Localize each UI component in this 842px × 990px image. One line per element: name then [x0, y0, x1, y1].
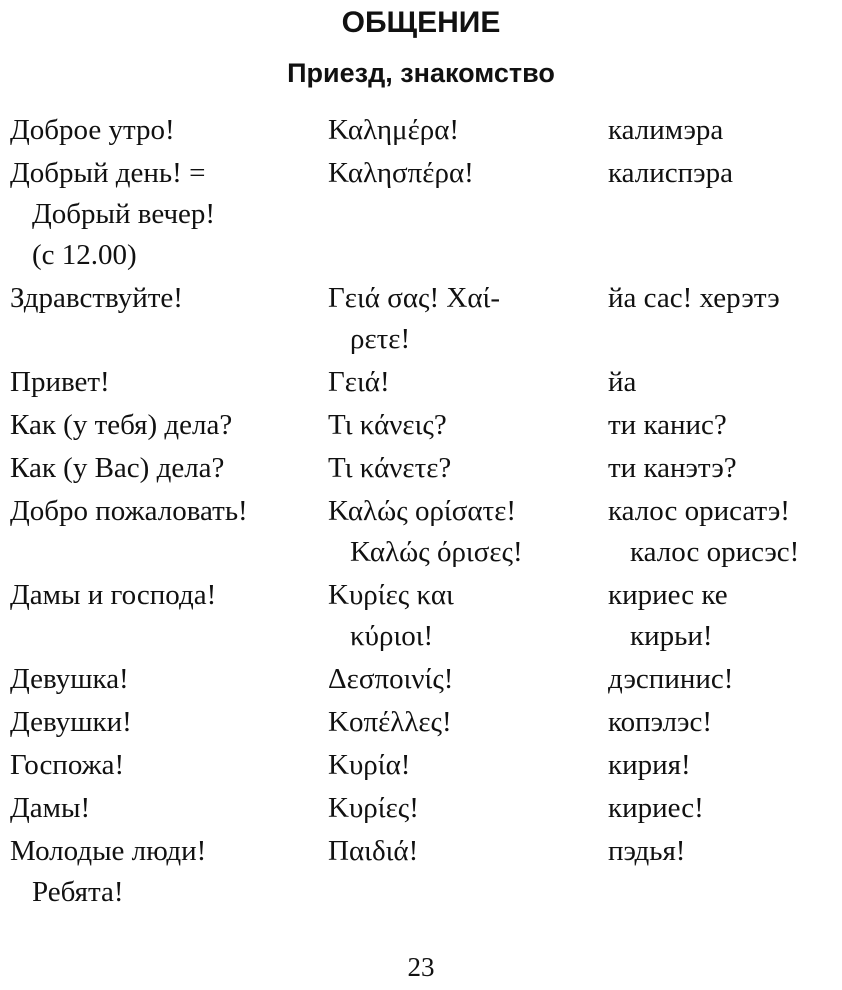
russian-phrase — [10, 110, 175, 151]
russian-phrase — [10, 788, 90, 829]
transcription-line: йа — [608, 366, 637, 398]
greek-phrase-line: Κυρίες και — [328, 579, 454, 611]
greek-phrase — [328, 448, 451, 489]
russian-phrase-line: Госпожа! — [10, 749, 125, 781]
phrase-row — [0, 110, 842, 153]
transcription — [608, 448, 737, 489]
transcription-line: калиспэра — [608, 157, 733, 189]
phrase-table — [0, 110, 842, 915]
russian-phrase-line: Добрый день! = — [10, 157, 206, 189]
greek-phrase — [328, 788, 419, 829]
transcription-line: кириес! — [608, 792, 704, 824]
russian-phrase — [10, 153, 215, 276]
russian-phrase-line: Девушка! — [10, 663, 129, 695]
transcription — [608, 491, 799, 573]
greek-phrase-line: Κοπέλλες! — [328, 706, 452, 738]
phrase-row — [0, 745, 842, 788]
russian-phrase-line: Девушки! — [10, 706, 132, 738]
phrase-row — [0, 405, 842, 448]
greek-phrase-line: Καλησπέρα! — [328, 157, 474, 189]
transcription-line: кириес ке — [608, 579, 728, 611]
greek-phrase — [328, 362, 390, 403]
russian-phrase — [10, 405, 232, 446]
greek-phrase-line: Καλώς όρισες! — [350, 536, 523, 568]
russian-phrase-line: (с 12.00) — [32, 239, 137, 271]
transcription — [608, 659, 733, 700]
russian-phrase-line: Дамы и господа! — [10, 579, 217, 611]
greek-phrase — [328, 405, 447, 446]
transcription-line: пэдья! — [608, 835, 686, 867]
greek-phrase-line: Κυρίες! — [328, 792, 419, 824]
greek-phrase-line: Τι κάνεις? — [328, 409, 447, 441]
phrase-row — [0, 448, 842, 491]
transcription — [608, 153, 733, 194]
greek-phrase — [328, 278, 500, 360]
russian-phrase — [10, 831, 206, 913]
greek-phrase — [328, 702, 452, 743]
greek-phrase-line: Τι κάνετε? — [328, 452, 452, 484]
phrase-row — [0, 575, 842, 659]
russian-phrase — [10, 491, 248, 532]
transcription-line: калос орисатэ! — [608, 495, 790, 527]
russian-phrase — [10, 659, 129, 700]
greek-phrase — [328, 491, 523, 573]
russian-phrase — [10, 745, 124, 786]
phrase-row — [0, 788, 842, 831]
transcription-line: кирьи! — [630, 620, 713, 652]
greek-phrase-line: Κυρία! — [328, 749, 411, 781]
transcription — [608, 278, 780, 319]
phrase-row — [0, 153, 842, 278]
transcription-line: калимэра — [608, 114, 724, 146]
russian-phrase — [10, 278, 183, 319]
section-title: ОБЩЕНИЕ — [341, 6, 501, 39]
section-subtitle: Приезд, знакомство — [287, 58, 555, 88]
greek-phrase-line: Δεσποινίς! — [328, 663, 454, 695]
transcription-line: ти канис? — [608, 409, 727, 441]
page-number: 23 — [407, 952, 435, 982]
russian-phrase — [10, 448, 224, 489]
russian-phrase-line: Здравствуйте! — [10, 282, 183, 314]
greek-phrase-line: Γειά! — [328, 366, 390, 398]
transcription-line: кирия! — [608, 749, 691, 781]
greek-phrase-line: ρετε! — [350, 323, 411, 355]
transcription-line: йа сас! херэтэ — [608, 282, 780, 314]
transcription — [608, 702, 712, 743]
transcription-line: калос орисэс! — [630, 536, 800, 568]
phrase-row — [0, 491, 842, 575]
transcription — [608, 362, 636, 403]
russian-phrase-line: Добро пожаловать! — [10, 495, 248, 527]
russian-phrase-line: Молодые люди! — [10, 835, 207, 867]
transcription — [608, 788, 704, 829]
transcription — [608, 575, 728, 657]
phrase-row — [0, 278, 842, 362]
greek-phrase-line: Καλημέρα! — [328, 114, 460, 146]
transcription — [608, 110, 723, 151]
greek-phrase-line: Γειά σας! Χαί- — [328, 282, 501, 314]
russian-phrase-line: Как (у тебя) дела? — [10, 409, 233, 441]
russian-phrase-line: Привет! — [10, 366, 110, 398]
phrase-row — [0, 659, 842, 702]
greek-phrase-line: Παιδιά! — [328, 835, 419, 867]
greek-phrase — [328, 153, 474, 194]
phrase-row — [0, 702, 842, 745]
greek-phrase-line: Καλώς ορίσατε! — [328, 495, 517, 527]
transcription — [608, 831, 685, 872]
russian-phrase-line: Добрый вечер! — [32, 198, 216, 230]
greek-phrase-line: κύριοι! — [350, 620, 434, 652]
greek-phrase — [328, 831, 418, 872]
phrase-row — [0, 362, 842, 405]
russian-phrase-line: Как (у Вас) дела? — [10, 452, 225, 484]
greek-phrase — [328, 745, 410, 786]
transcription — [608, 405, 727, 446]
russian-phrase-line: Ребята! — [32, 876, 124, 908]
greek-phrase — [328, 575, 454, 657]
transcription-line: ти канэтэ? — [608, 452, 737, 484]
transcription-line: дэспинис! — [608, 663, 734, 695]
russian-phrase-line: Дамы! — [10, 792, 91, 824]
transcription-line: копэлэс! — [608, 706, 713, 738]
russian-phrase-line: Доброе утро! — [10, 114, 175, 146]
phrase-row — [0, 831, 842, 915]
russian-phrase — [10, 362, 110, 403]
russian-phrase — [10, 702, 132, 743]
transcription — [608, 745, 691, 786]
greek-phrase — [328, 659, 453, 700]
russian-phrase — [10, 575, 216, 616]
greek-phrase — [328, 110, 459, 151]
